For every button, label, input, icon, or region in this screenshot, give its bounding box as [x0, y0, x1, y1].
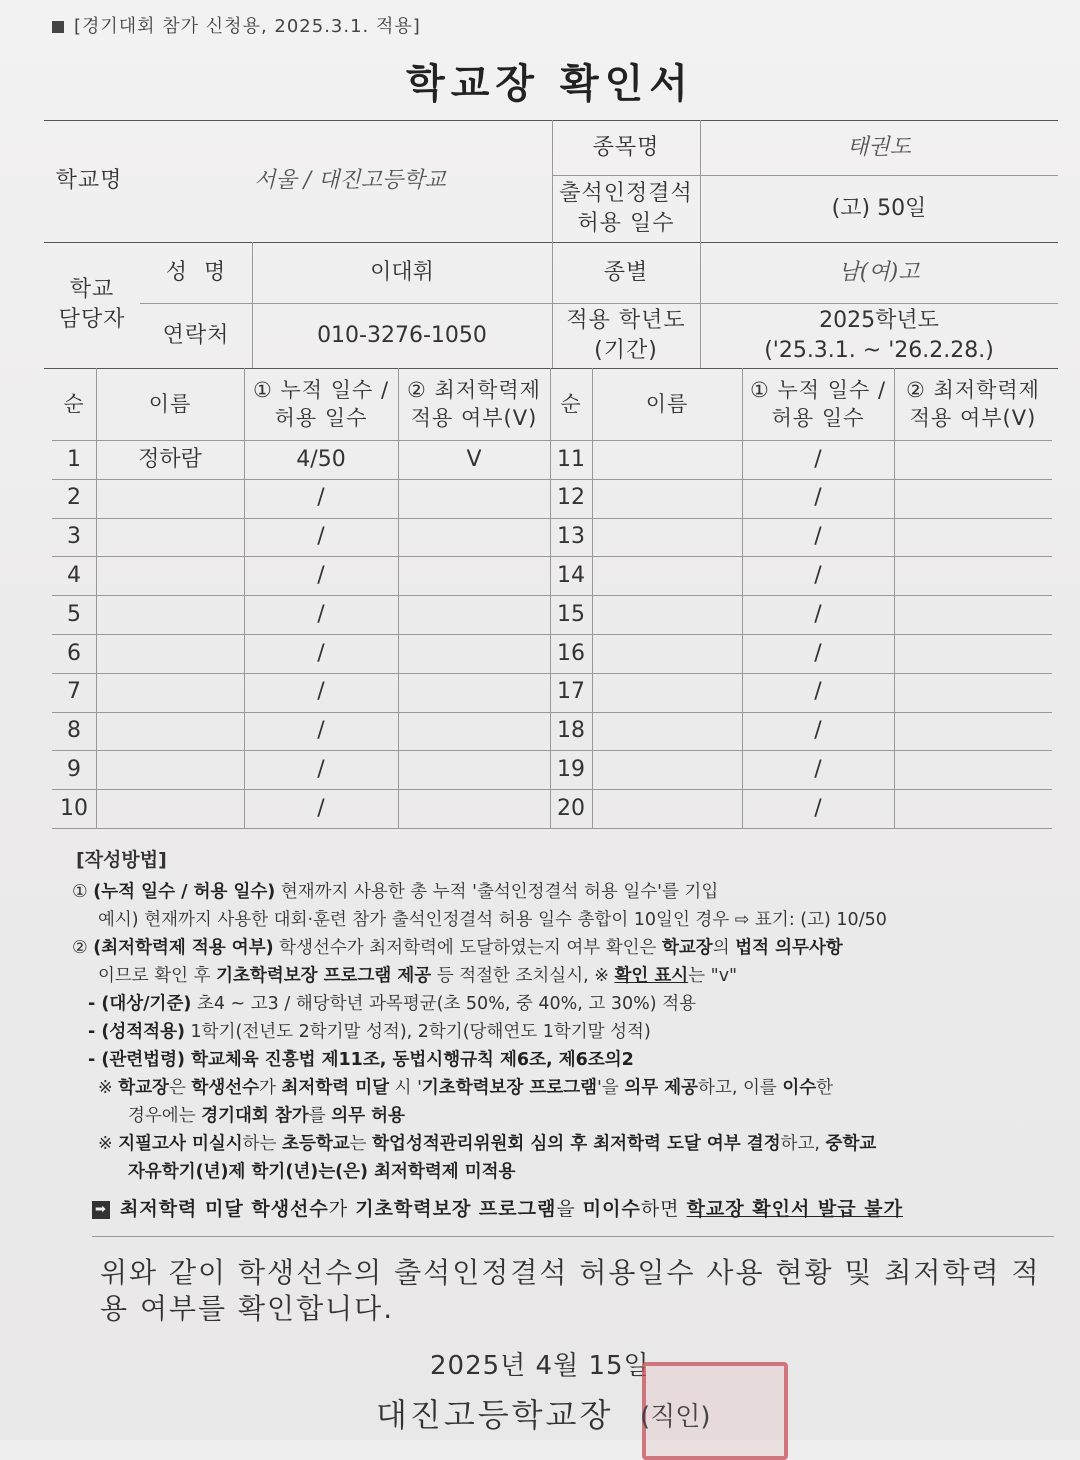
header-acad-line2: 적용 여부(V) [410, 406, 538, 430]
row-name [96, 479, 244, 518]
note2-a: ※ [98, 1134, 119, 1154]
row-check [894, 750, 1052, 789]
header-days-line2: 허용 일수 [274, 406, 368, 430]
row-name [592, 518, 742, 557]
row-number: 16 [557, 640, 585, 666]
row-check [398, 712, 550, 751]
final-note-c: 기초학력보장 프로그램 [355, 1198, 557, 1220]
final-note-g: 학교장 확인서 발급 불가 [686, 1198, 903, 1220]
row-days: / [814, 562, 822, 588]
final-note-e: 미이수 [582, 1198, 641, 1220]
row-check [398, 789, 550, 828]
document-title: 학교장 확인서 [406, 61, 694, 107]
row-number: 7 [67, 679, 81, 705]
row-check [894, 673, 1052, 712]
instruction-2 [72, 934, 1052, 962]
note2-c: 하는 [242, 1134, 283, 1154]
final-note [92, 1194, 903, 1221]
header-days [244, 368, 398, 440]
note1-m: 한 [816, 1078, 834, 1098]
row-check [398, 556, 550, 595]
row-number: 10 [60, 795, 88, 821]
row-days: / [814, 485, 822, 511]
row-name [96, 634, 244, 673]
item2-bold-2: 법적 의무사항 [735, 938, 843, 958]
final-note-d: 을 [556, 1198, 583, 1220]
contact-label: 연락처 [162, 322, 230, 348]
year-value-line2: ('25.3.1. ~ '26.2.28.) [764, 337, 994, 363]
row-name: 정하람 [138, 446, 202, 472]
row-days: / [317, 718, 325, 744]
row-name [96, 595, 244, 634]
gender-value: 남(여)고 [838, 259, 920, 285]
row-number: 18 [557, 718, 585, 744]
row-days: / [317, 601, 325, 627]
header-no: 순 [63, 391, 85, 416]
year-label-line2: (기간) [594, 337, 658, 363]
instruction-1 [72, 878, 1052, 906]
school-label: 학교명 [55, 168, 123, 194]
sub-grades [88, 1018, 1052, 1046]
header-acad-line1: ② 최저학력제 [906, 377, 1040, 402]
issue-date: 2025년 4월 15일 [430, 1351, 650, 1381]
note1-a: ※ [98, 1078, 119, 1098]
final-note-b: 가 [328, 1198, 356, 1220]
row-name [592, 634, 742, 673]
header-days-line1: ① 누적 일수 / [749, 377, 887, 402]
header-acad-line1: ② 최저학력제 [407, 377, 541, 402]
year-label [552, 303, 700, 368]
header-acad-line2: 적용 여부(V) [909, 406, 1037, 430]
row-check [894, 518, 1052, 557]
manager-label-line2: 담당자 [58, 307, 126, 332]
sport-value: 태권도 [847, 134, 911, 160]
row-name [96, 789, 244, 828]
sub1-text: 초4 ~ 고3 / 해당학년 과목평균(초 50%, 중 40%, 고 30%) 적용 [191, 994, 696, 1014]
item1-text: 현재까지 사용한 총 누적 '출석인정결석 허용 일수'를 기입 [275, 882, 719, 902]
row-check [894, 556, 1052, 595]
absence-label-line2: 허용 일수 [577, 210, 675, 236]
row-name [592, 712, 742, 751]
sub2-bold: - (성적적용) [88, 1022, 185, 1042]
row-days: / [814, 524, 822, 550]
note1-line2-d: 의무 허용 [331, 1106, 405, 1126]
rule-line [52, 828, 1052, 829]
year-value-line1: 2025학년도 [819, 307, 939, 333]
item1-mark: ① [72, 882, 88, 902]
header-days-line1: ① 누적 일수 / [252, 377, 390, 402]
row-number: 5 [67, 601, 81, 627]
row-number: 4 [67, 562, 81, 588]
item2-line2-c: 등 적절한 조치실시, ※ [431, 966, 615, 986]
row-name [592, 440, 742, 479]
item2-text-a: 학생선수가 최저학력에 도달하였는지 여부 확인은 [273, 938, 662, 958]
row-check [894, 789, 1052, 828]
row-name [592, 595, 742, 634]
item2-bold-1: 학교장 [662, 938, 713, 958]
row-name [96, 556, 244, 595]
row-check [398, 595, 550, 634]
item2-line2-underline: 확인 표시 [614, 966, 689, 986]
sub-laws [88, 1046, 1052, 1074]
item2-text-b: 의 [712, 938, 736, 958]
header-academic [894, 368, 1052, 440]
row-days: / [814, 446, 822, 472]
note1-c: 은 [168, 1078, 192, 1098]
absence-label-line1: 출석인정결석 [559, 180, 693, 206]
row-name [592, 556, 742, 595]
item2-bold: (최저학력제 적용 여부) [93, 938, 274, 958]
row-number: 12 [557, 485, 585, 511]
absence-value: (고) 50일 [831, 195, 927, 221]
row-name [592, 673, 742, 712]
contact-value: 010-3276-1050 [317, 322, 487, 348]
row-number: 11 [557, 446, 585, 472]
note2-e: 는 [349, 1134, 373, 1154]
confirm-statement: 위와 같이 학생선수의 출석인정결석 허용일수 사용 현황 및 최저학력 적용 여부를 확인합니다. [100, 1256, 1041, 1325]
row-days: / [814, 640, 822, 666]
header-no: 순 [560, 391, 582, 416]
header-name: 이름 [148, 391, 192, 416]
note2-f: 학업성적관리위원회 심의 후 최저학력 도달 여부 결정 [372, 1134, 781, 1154]
header-name: 이름 [645, 391, 689, 416]
row-check [894, 479, 1052, 518]
header-academic [398, 368, 550, 440]
row-days: / [814, 795, 822, 821]
final-note-a: 최저학력 미달 학생선수 [120, 1198, 329, 1220]
note-1-line2 [128, 1102, 1052, 1130]
row-name [96, 518, 244, 557]
row-days: / [317, 640, 325, 666]
final-note-f: 하면 [640, 1198, 687, 1220]
instructions-heading: [작성방법] [76, 849, 167, 871]
principal-name: 대진고등학교장 [376, 1396, 614, 1434]
row-days: / [814, 679, 822, 705]
row-name [592, 750, 742, 789]
row-name [592, 789, 742, 828]
header-days-line2: 허용 일수 [771, 406, 865, 430]
row-check [398, 673, 550, 712]
note1-line2-c: 를 [308, 1106, 332, 1126]
sub1-bold: - (대상/기준) [88, 994, 192, 1014]
note2-b: 지필고사 미실시 [118, 1134, 243, 1154]
instruction-1-example: 예시) 현재까지 사용한 대회·훈련 참가 출석인정결석 허용 일수 총합이 10일인 경우 ⇨ 표기: (고) 10/50 [98, 910, 887, 930]
note1-l: 이수 [782, 1078, 817, 1098]
row-number: 2 [67, 485, 81, 511]
absence-label [552, 175, 700, 242]
row-name [96, 750, 244, 789]
note1-k: 하고, 이를 [698, 1078, 783, 1098]
row-name [96, 673, 244, 712]
note1-line2-a: 경우에는 [128, 1106, 202, 1126]
name-value: 이대휘 [370, 259, 434, 285]
note2-d: 초등학교 [282, 1134, 350, 1154]
row-check [398, 634, 550, 673]
note-2 [98, 1130, 1052, 1158]
note1-line2-b: 경기대회 참가 [201, 1106, 309, 1126]
row-number: 17 [557, 679, 585, 705]
note1-d: 학생선수 [191, 1078, 260, 1098]
note2-h: 중학교 [825, 1134, 877, 1154]
instructions [72, 846, 1052, 1186]
sub3-text: 학교체육 진흥법 제11조, 동법시행규칙 제6조, 제6조의2 [184, 1050, 634, 1070]
row-days: / [317, 485, 325, 511]
form-header-text: [경기대회 참가 신청용, 2025.3.1. 적용] [74, 16, 421, 37]
instruction-2-line2 [98, 962, 1052, 990]
sport-label: 종목명 [592, 134, 660, 160]
manager-label-line1: 학교 [69, 277, 115, 303]
row-days: 4/50 [296, 446, 346, 472]
square-bullet-icon [52, 21, 64, 33]
row-number: 9 [67, 756, 81, 782]
year-label-line1: 적용 학년도 [566, 307, 686, 333]
row-days: / [317, 795, 325, 821]
row-check [894, 595, 1052, 634]
header-days [742, 368, 894, 440]
note1-e: 가 [259, 1078, 282, 1098]
row-check [398, 518, 550, 557]
row-number: 1 [67, 446, 81, 472]
year-value [700, 303, 1058, 368]
row-check [894, 440, 1052, 479]
row-number: 15 [557, 601, 585, 627]
row-days: / [317, 756, 325, 782]
row-number: 19 [557, 756, 585, 782]
item2-line2-bold: 기초학력보장 프로그램 제공 [216, 966, 432, 986]
note2-g: 하고, [780, 1134, 826, 1154]
name-label: 성 명 [165, 259, 227, 285]
row-days: / [317, 562, 325, 588]
row-days: / [317, 679, 325, 705]
item2-mark: ② [72, 938, 88, 958]
note1-h: 기초학력보장 프로그램 [421, 1078, 598, 1098]
row-number: 14 [557, 562, 585, 588]
note1-f: 최저학력 미달 [281, 1078, 390, 1098]
school-value: 서울 / 대진고등학교 [254, 168, 446, 194]
note2-line2: 자유학기(년)제 학기(년)는(은) 최저학력제 미적용 [128, 1162, 516, 1182]
manager-label [44, 242, 140, 368]
item2-line2-e: 는 "v" [688, 966, 738, 986]
seal-label: (직인) [640, 1402, 711, 1432]
item2-line2-a: 이므로 확인 후 [98, 966, 217, 986]
sub2-text: 1학기(전년도 2학기말 성적), 2학기(당해연도 1학기말 성적) [184, 1022, 651, 1042]
row-days: / [814, 756, 822, 782]
row-number: 20 [557, 795, 585, 821]
rule-line [92, 1236, 1054, 1237]
row-days: / [814, 718, 822, 744]
row-check: V [466, 446, 482, 472]
note1-i: '을 [597, 1078, 625, 1098]
row-number: 6 [67, 640, 81, 666]
item1-bold: (누적 일수 / 허용 일수) [93, 882, 276, 902]
row-name [592, 479, 742, 518]
row-check [398, 479, 550, 518]
note1-b: 학교장 [118, 1078, 169, 1098]
row-check [894, 634, 1052, 673]
form-header [52, 12, 421, 38]
row-days: / [814, 601, 822, 627]
arrow-box-icon: ➡ [92, 1201, 110, 1219]
sub-criteria [88, 990, 1052, 1018]
note-1 [98, 1074, 1052, 1102]
note1-j: 의무 제공 [624, 1078, 699, 1098]
row-number: 3 [67, 524, 81, 550]
row-number: 13 [557, 524, 585, 550]
row-check [894, 712, 1052, 751]
sub3-bold: - (관련법령) [88, 1050, 185, 1070]
row-name [96, 712, 244, 751]
note1-g: 시 ' [389, 1078, 422, 1098]
row-check [398, 750, 550, 789]
row-days: / [317, 524, 325, 550]
gender-label: 종별 [603, 259, 649, 285]
note-2-line2 [128, 1158, 1052, 1186]
row-number: 8 [67, 718, 81, 744]
